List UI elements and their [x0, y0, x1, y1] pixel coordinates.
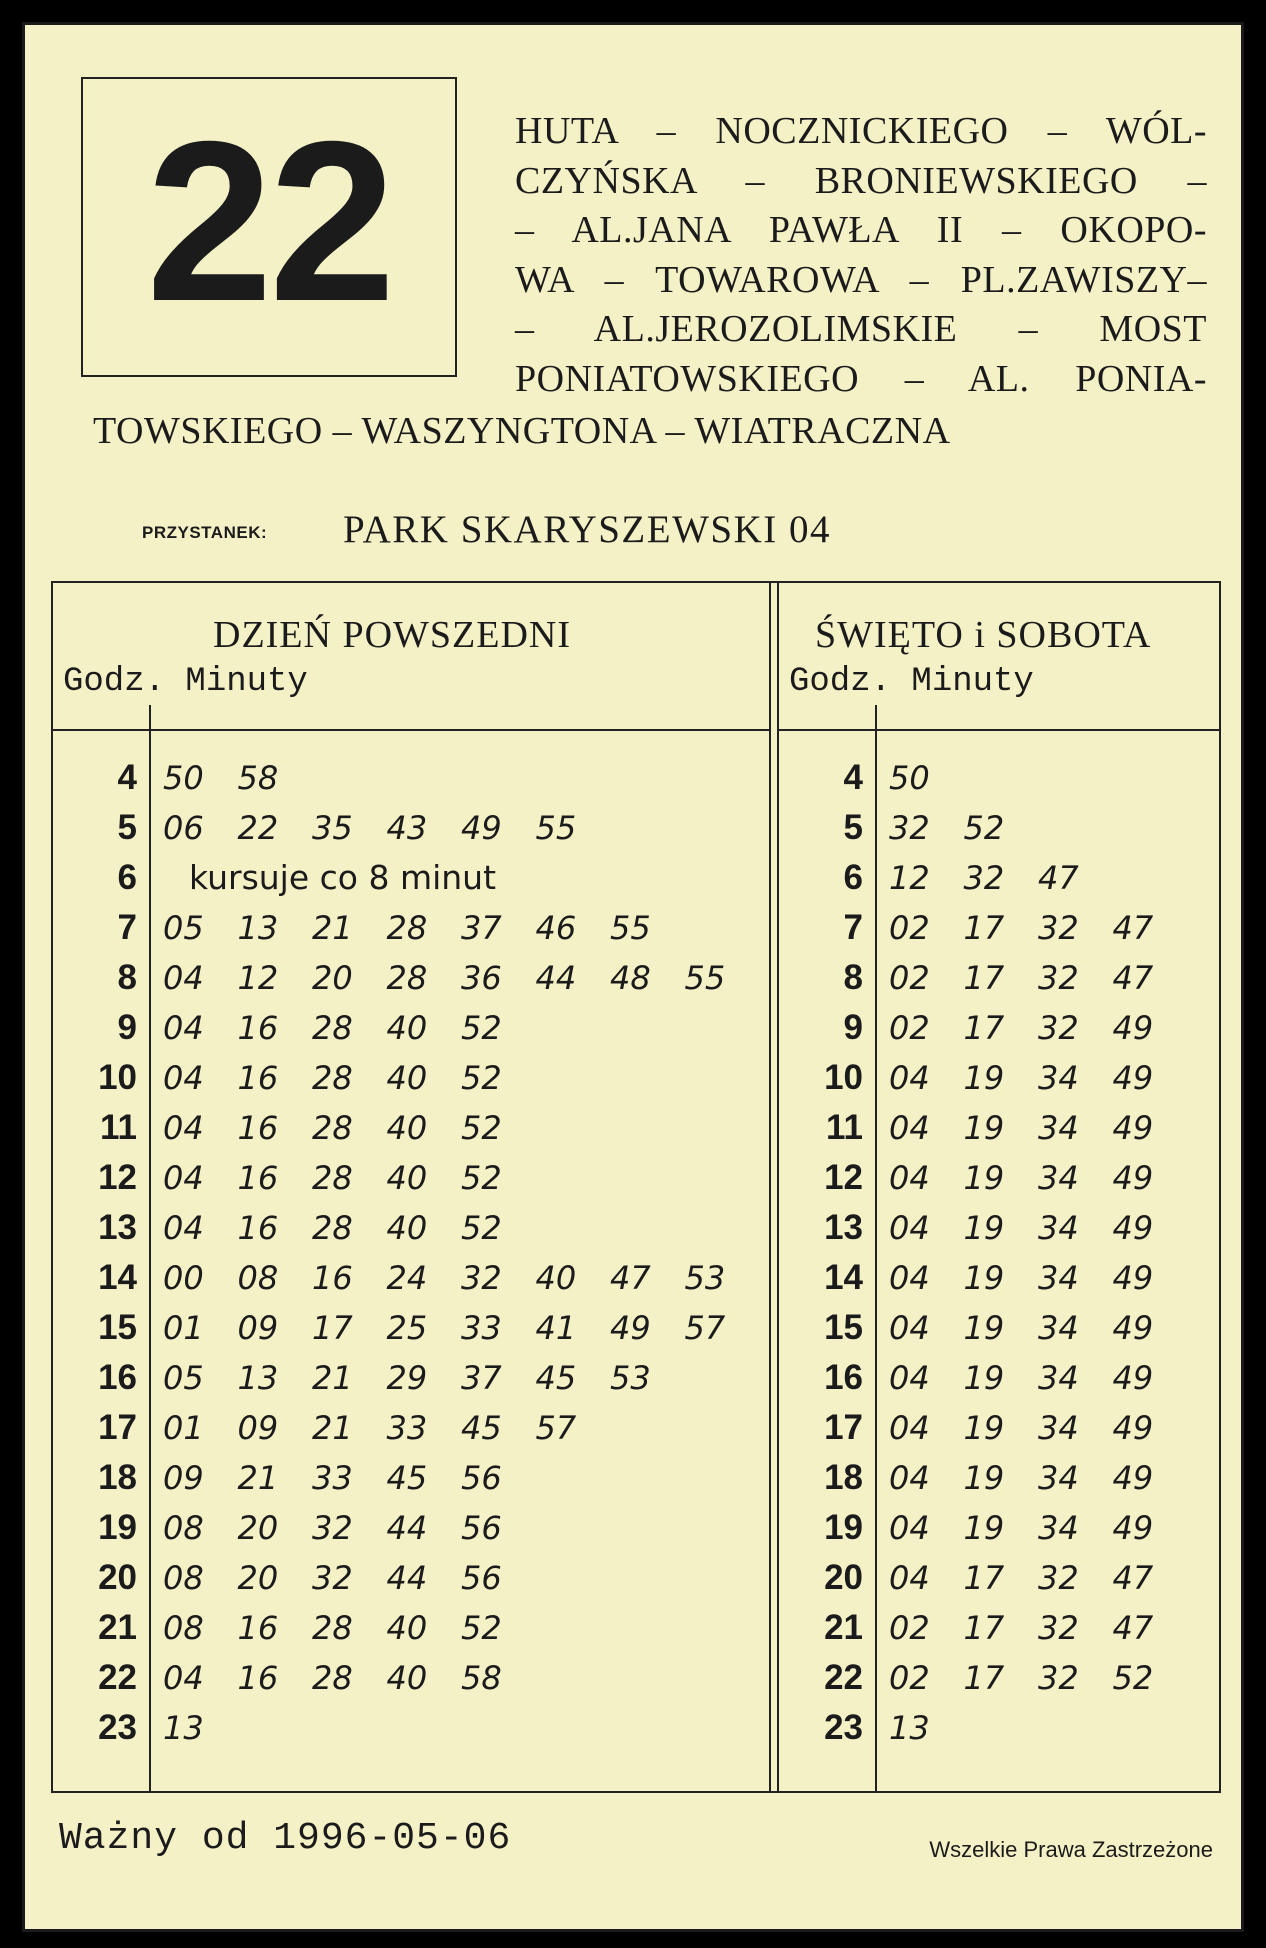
- minute-value: 40: [386, 1659, 428, 1697]
- minute-value: 56: [461, 1459, 502, 1497]
- table-row: [53, 1003, 1219, 1053]
- hour-cell: 13: [98, 1208, 137, 1247]
- table-row: [53, 1503, 1219, 1553]
- minute-value: 55: [610, 909, 651, 947]
- table-row: [53, 1353, 1219, 1403]
- minute-value: 24: [386, 1259, 428, 1297]
- minutes-cell: [889, 1203, 1187, 1253]
- minute-value: 21: [312, 909, 353, 947]
- minute-value: 16: [312, 1259, 353, 1297]
- minute-value: 09: [163, 1459, 204, 1497]
- minute-value: 33: [312, 1459, 353, 1497]
- minute-value: 44: [535, 959, 577, 997]
- minute-value: 49: [610, 1309, 651, 1347]
- minute-value: 32: [1038, 959, 1079, 997]
- minute-value: 52: [461, 1159, 502, 1197]
- route-line-last: TOWSKIEGO – WASZYNGTONA – WIATRACZNA: [93, 410, 951, 452]
- minute-value: 49: [1112, 1259, 1154, 1297]
- minute-value: 49: [1112, 1009, 1154, 1047]
- table-row: [53, 1153, 1219, 1203]
- minute-value: 52: [1112, 1659, 1154, 1697]
- hour-cell: 16: [824, 1358, 863, 1397]
- minute-value: 47: [1112, 1559, 1154, 1597]
- hour-cell: 12: [824, 1158, 863, 1197]
- minute-value: 49: [1112, 1409, 1154, 1447]
- minute-value: 49: [1112, 1059, 1154, 1097]
- minute-value: 04: [889, 1509, 930, 1547]
- hour-cell: 20: [98, 1558, 137, 1597]
- minute-value: 17: [963, 1659, 1005, 1697]
- table-row: [53, 803, 1219, 853]
- minute-value: 16: [237, 1059, 279, 1097]
- table-row: [53, 1103, 1219, 1153]
- minute-value: 04: [889, 1409, 930, 1447]
- route-line: – AL.JEROZOLIMSKIE – MOST: [515, 308, 1207, 350]
- minute-value: 16: [237, 1159, 279, 1197]
- minute-value: 55: [535, 809, 577, 847]
- minute-value: 04: [889, 1109, 930, 1147]
- minute-value: 32: [312, 1509, 353, 1547]
- minute-value: 45: [461, 1409, 502, 1447]
- minute-value: 06: [163, 809, 204, 847]
- hour-cell: 15: [824, 1308, 863, 1347]
- table-row: [53, 1603, 1219, 1653]
- minute-value: 49: [1112, 1509, 1154, 1547]
- minute-value: 04: [889, 1159, 930, 1197]
- minute-value: 16: [237, 1009, 279, 1047]
- hour-cell: 6: [843, 858, 863, 897]
- minute-value: 49: [1112, 1109, 1154, 1147]
- hour-cell: 8: [117, 958, 137, 997]
- minute-value: 09: [237, 1309, 279, 1347]
- minute-value: 04: [163, 1009, 204, 1047]
- stop-name: PARK SKARYSZEWSKI 04: [343, 508, 831, 551]
- minute-value: 19: [963, 1209, 1005, 1247]
- minute-value: 08: [237, 1259, 279, 1297]
- minute-value: 47: [1112, 909, 1154, 947]
- minutes-cell: [889, 1603, 1187, 1653]
- minute-value: 28: [386, 909, 428, 947]
- minutes-cell: [889, 1703, 964, 1753]
- minute-value: 17: [963, 1559, 1005, 1597]
- minute-value: 46: [535, 909, 577, 947]
- stop-label: PRZYSTANEK:: [142, 523, 268, 542]
- minute-value: 41: [535, 1309, 577, 1347]
- minutes-cell: [889, 1653, 1187, 1703]
- minute-value: 33: [386, 1409, 428, 1447]
- hour-cell: 18: [98, 1458, 137, 1497]
- minute-value: 04: [163, 959, 204, 997]
- minute-value: 34: [1038, 1059, 1079, 1097]
- minute-value: 40: [386, 1059, 428, 1097]
- minutes-cell: [889, 1453, 1187, 1503]
- table-row: [53, 1453, 1219, 1503]
- minute-value: 04: [889, 1059, 930, 1097]
- hour-cell: 21: [98, 1608, 137, 1647]
- minute-value: 28: [312, 1659, 353, 1697]
- minute-value: 04: [163, 1159, 204, 1197]
- hour-cell: 14: [98, 1258, 137, 1297]
- weekday-title: DZIEŃ POWSZEDNI: [213, 614, 572, 656]
- minute-value: 19: [963, 1309, 1005, 1347]
- minute-value: 19: [963, 1509, 1005, 1547]
- table-row: [53, 1253, 1219, 1303]
- minutes-cell: [889, 1003, 1187, 1053]
- route-number-box: [81, 77, 457, 377]
- minutes-cell: [889, 853, 1113, 903]
- minute-value: 40: [535, 1259, 577, 1297]
- holiday-subtitle: Godz. Minuty: [789, 663, 1034, 701]
- minute-value: 49: [461, 809, 502, 847]
- minutes-cell: [889, 1053, 1187, 1103]
- hour-cell: 9: [843, 1008, 863, 1047]
- minute-value: 04: [889, 1259, 930, 1297]
- minute-value: 13: [163, 1709, 204, 1747]
- minute-value: 29: [386, 1359, 428, 1397]
- minute-value: 57: [684, 1309, 726, 1347]
- minute-value: 36: [461, 959, 502, 997]
- minute-value: 35: [312, 809, 353, 847]
- minute-value: 05: [163, 1359, 204, 1397]
- minute-value: 56: [461, 1559, 502, 1597]
- minute-value: 21: [312, 1409, 353, 1447]
- minute-value: 19: [963, 1359, 1005, 1397]
- minutes-cell: [889, 1403, 1187, 1453]
- minute-value: 19: [963, 1059, 1005, 1097]
- hour-cell: 10: [98, 1058, 137, 1097]
- table-row: [53, 1553, 1219, 1603]
- minute-value: 56: [461, 1509, 502, 1547]
- minute-value: 21: [237, 1459, 279, 1497]
- hour-cell: 20: [824, 1558, 863, 1597]
- table-row: [53, 853, 1219, 903]
- minute-value: 04: [163, 1209, 204, 1247]
- minute-value: 52: [461, 1059, 502, 1097]
- minute-value: 28: [312, 1009, 353, 1047]
- minute-value: 47: [1112, 1609, 1154, 1647]
- minute-value: 21: [312, 1359, 353, 1397]
- route-line: HUTA – NOCZNICKIEGO – WÓL-: [515, 110, 1207, 152]
- table-row: [53, 753, 1219, 803]
- minute-value: 16: [237, 1209, 279, 1247]
- hour-cell: 9: [117, 1008, 137, 1047]
- minute-value: 16: [237, 1109, 279, 1147]
- minutes-cell: [889, 753, 964, 803]
- minute-value: 52: [461, 1109, 502, 1147]
- minute-value: 40: [386, 1109, 428, 1147]
- hour-cell: 21: [824, 1608, 863, 1647]
- minute-value: 32: [312, 1559, 353, 1597]
- minute-value: 19: [963, 1409, 1005, 1447]
- minute-value: 44: [386, 1559, 428, 1597]
- table-row: [53, 1703, 1219, 1753]
- minute-value: 13: [237, 909, 279, 947]
- minute-value: 04: [889, 1309, 930, 1347]
- minute-value: 49: [1112, 1459, 1154, 1497]
- minute-value: 17: [963, 1609, 1005, 1647]
- hour-cell: 22: [824, 1658, 863, 1697]
- route-line: CZYŃSKA – BRONIEWSKIEGO –: [515, 159, 1207, 202]
- minute-value: 19: [963, 1109, 1005, 1147]
- minute-value: 40: [386, 1209, 428, 1247]
- minute-value: 44: [386, 1509, 428, 1547]
- minute-value: 12: [889, 859, 930, 897]
- timetable-card: [22, 22, 1244, 1932]
- minute-value: 34: [1038, 1309, 1079, 1347]
- minute-value: 04: [889, 1459, 930, 1497]
- hour-cell: 7: [117, 908, 137, 947]
- minute-value: 19: [963, 1259, 1005, 1297]
- hour-cell: 4: [117, 758, 137, 797]
- minute-value: 52: [461, 1609, 502, 1647]
- hour-cell: 8: [843, 958, 863, 997]
- minute-value: 01: [163, 1309, 204, 1347]
- minute-value: 20: [237, 1509, 279, 1547]
- minute-value: 34: [1038, 1359, 1079, 1397]
- minute-value: 04: [163, 1659, 204, 1697]
- frequency-note: kursuje co 8 minut: [189, 858, 497, 897]
- minute-value: 13: [889, 1709, 930, 1747]
- minute-value: 49: [1112, 1309, 1154, 1347]
- route-description: [515, 107, 1207, 404]
- minute-value: 16: [237, 1659, 279, 1697]
- minute-value: 32: [1038, 1559, 1079, 1597]
- hour-cell: 14: [824, 1258, 863, 1297]
- minute-value: 47: [1038, 859, 1079, 897]
- minute-value: 34: [1038, 1459, 1079, 1497]
- route-number: 22: [146, 95, 392, 349]
- table-row: [53, 1303, 1219, 1353]
- hour-cell: 23: [98, 1708, 137, 1747]
- minute-value: 04: [889, 1209, 930, 1247]
- minute-value: 16: [237, 1609, 279, 1647]
- minute-value: 02: [889, 909, 930, 947]
- minute-value: 32: [461, 1259, 502, 1297]
- minutes-cell: [889, 903, 1187, 953]
- minute-value: 00: [163, 1259, 204, 1297]
- minute-value: 32: [1038, 1609, 1079, 1647]
- minutes-cell: [889, 803, 1038, 853]
- minute-value: 37: [461, 909, 502, 947]
- minute-value: 34: [1038, 1409, 1079, 1447]
- hour-cell: 19: [98, 1508, 137, 1547]
- minute-value: 34: [1038, 1259, 1079, 1297]
- minute-value: 32: [889, 809, 930, 847]
- minute-value: 58: [237, 759, 279, 797]
- rights-reserved: Wszelkie Prawa Zastrzeżone: [929, 1837, 1213, 1862]
- table-row: [53, 1403, 1219, 1453]
- minute-value: 34: [1038, 1109, 1079, 1147]
- minute-value: 49: [1112, 1359, 1154, 1397]
- minute-value: 02: [889, 1609, 930, 1647]
- minute-value: 01: [163, 1409, 204, 1447]
- minutes-cell: [889, 1503, 1187, 1553]
- minute-value: 33: [461, 1309, 502, 1347]
- minute-value: 04: [889, 1559, 930, 1597]
- header-underline-left: [53, 729, 769, 731]
- minute-value: 55: [684, 959, 726, 997]
- minute-value: 32: [963, 859, 1005, 897]
- hour-cell: 17: [824, 1408, 863, 1447]
- minute-value: 57: [535, 1409, 577, 1447]
- hour-cell: 11: [826, 1108, 863, 1147]
- minute-value: 17: [963, 1009, 1005, 1047]
- minute-value: 25: [386, 1309, 428, 1347]
- minute-value: 50: [163, 759, 204, 797]
- minute-value: 08: [163, 1609, 204, 1647]
- minute-value: 17: [963, 959, 1005, 997]
- minute-value: 45: [386, 1459, 428, 1497]
- table-row: [53, 903, 1219, 953]
- minute-value: 28: [312, 1059, 353, 1097]
- hour-cell: 6: [117, 858, 137, 897]
- route-line: PONIATOWSKIEGO – AL. PONIA-: [515, 357, 1207, 400]
- minutes-cell: [889, 1103, 1187, 1153]
- hour-cell: 16: [98, 1358, 137, 1397]
- minutes-cell: [889, 1253, 1187, 1303]
- minute-value: 53: [610, 1359, 651, 1397]
- minute-value: 52: [461, 1009, 502, 1047]
- hour-cell: 5: [117, 808, 137, 847]
- table-row: [53, 1203, 1219, 1253]
- holiday-title: ŚWIĘTO i SOBOTA: [815, 614, 1152, 656]
- minute-value: 20: [312, 959, 353, 997]
- hour-cell: 22: [98, 1658, 137, 1697]
- minute-value: 22: [237, 809, 279, 847]
- hour-cell: 18: [824, 1458, 863, 1497]
- route-line: – AL.JANA PAWŁA II – OKOPO-: [515, 209, 1207, 251]
- minute-value: 19: [963, 1459, 1005, 1497]
- minute-value: 37: [461, 1359, 502, 1397]
- minutes-cell: [889, 1553, 1187, 1603]
- minute-value: 32: [1038, 1659, 1079, 1697]
- minute-value: 08: [163, 1509, 204, 1547]
- hour-cell: 7: [843, 908, 863, 947]
- hour-cell: 23: [824, 1708, 863, 1747]
- minute-value: 19: [963, 1159, 1005, 1197]
- minute-value: 34: [1038, 1209, 1079, 1247]
- hour-cell: 10: [824, 1058, 863, 1097]
- minute-value: 32: [1038, 909, 1079, 947]
- minute-value: 28: [312, 1159, 353, 1197]
- minutes-cell: [889, 1303, 1187, 1353]
- valid-from: Ważny od 1996-05-06: [59, 1817, 512, 1860]
- hour-cell: 12: [98, 1158, 137, 1197]
- minute-value: 28: [312, 1609, 353, 1647]
- minute-value: 49: [1112, 1159, 1154, 1197]
- minute-value: 40: [386, 1009, 428, 1047]
- minute-value: 34: [1038, 1159, 1079, 1197]
- minute-value: 13: [237, 1359, 279, 1397]
- minute-value: 28: [312, 1209, 353, 1247]
- minute-value: 04: [163, 1109, 204, 1147]
- minute-value: 05: [163, 909, 204, 947]
- minute-value: 43: [386, 809, 428, 847]
- minute-value: 47: [1112, 959, 1154, 997]
- minute-value: 47: [610, 1259, 651, 1297]
- minute-value: 02: [889, 1659, 930, 1697]
- minutes-cell: [889, 1153, 1187, 1203]
- table-row: [53, 1053, 1219, 1103]
- minute-value: 52: [963, 809, 1005, 847]
- minute-value: 49: [1112, 1209, 1154, 1247]
- weekday-subtitle: Godz. Minuty: [63, 663, 308, 701]
- minutes-cell: [889, 1353, 1187, 1403]
- hour-cell: 19: [824, 1508, 863, 1547]
- minute-value: 28: [386, 959, 428, 997]
- minute-value: 50: [889, 759, 930, 797]
- minute-value: 04: [889, 1359, 930, 1397]
- table-row: [53, 1653, 1219, 1703]
- minute-value: 12: [237, 959, 279, 997]
- hour-cell: 13: [824, 1208, 863, 1247]
- minute-value: 48: [610, 959, 651, 997]
- hour-cell: 4: [843, 758, 863, 797]
- minute-value: 58: [461, 1659, 502, 1697]
- minute-value: 04: [163, 1059, 204, 1097]
- hour-cell: 5: [843, 808, 863, 847]
- minute-value: 09: [237, 1409, 279, 1447]
- minute-value: 52: [461, 1209, 502, 1247]
- minute-value: 02: [889, 1009, 930, 1047]
- minute-value: 32: [1038, 1009, 1079, 1047]
- minute-value: 28: [312, 1109, 353, 1147]
- minute-value: 17: [312, 1309, 353, 1347]
- header-underline-right: [779, 729, 1219, 731]
- minute-value: 40: [386, 1159, 428, 1197]
- minutes-cell: [889, 953, 1187, 1003]
- minute-value: 20: [237, 1559, 279, 1597]
- hour-cell: 17: [98, 1408, 137, 1447]
- minute-value: 02: [889, 959, 930, 997]
- schedule-table: [51, 581, 1221, 1793]
- minute-value: 17: [963, 909, 1005, 947]
- minute-value: 53: [684, 1259, 726, 1297]
- route-line: WA – TOWAROWA – PL.ZAWISZY–: [515, 258, 1207, 301]
- hour-cell: 11: [100, 1108, 137, 1147]
- table-row: [53, 953, 1219, 1003]
- minute-value: 34: [1038, 1509, 1079, 1547]
- minute-value: 08: [163, 1559, 204, 1597]
- minute-value: 45: [535, 1359, 577, 1397]
- hour-cell: 15: [98, 1308, 137, 1347]
- minute-value: 40: [386, 1609, 428, 1647]
